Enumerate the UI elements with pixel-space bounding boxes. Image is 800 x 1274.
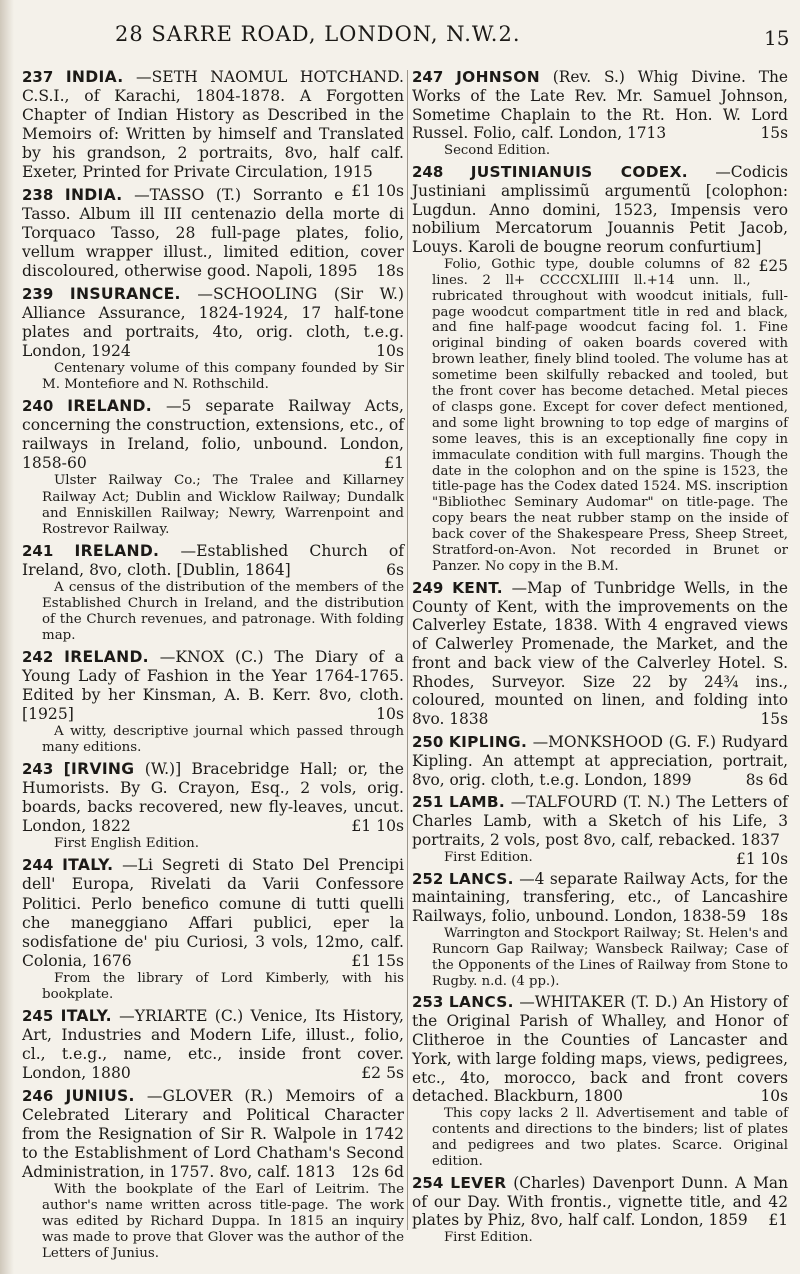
- catalogue-entry: [22, 285, 404, 393]
- entry-price: 15s: [760, 710, 788, 729]
- entry-heading: IRELAND.: [67, 397, 153, 416]
- catalogue-entry: [412, 793, 788, 868]
- entry-description: —WHITAKER (T. D.) An History of the Original Parish of Whalley, and Honor of Clitheroe in the Counties of Lancaster and York, with large folding maps, views, pedigrees, etc., 4to, morocco, back and front covers detached. Blackburn, 1800: [412, 993, 788, 1106]
- left-column: [22, 68, 404, 1266]
- entry-price: £1: [768, 1211, 788, 1230]
- entry-number: 248: [412, 163, 444, 182]
- entry-number: 239: [22, 285, 54, 304]
- entry-main-text: [22, 285, 404, 361]
- catalogue-entry: [412, 870, 788, 990]
- entry-number: 245: [22, 1006, 54, 1025]
- entry-number: 247: [412, 68, 444, 86]
- entry-note: From the library of Lord Kimberly, with his bookplate.: [42, 970, 404, 1002]
- entry-description: —4 separate Railway Acts, for the maintaining, transfering, etc., of Lancashire Railways, folio, unbound. London, 1838-59: [412, 869, 788, 926]
- catalogue-entry: [22, 186, 404, 281]
- entry-number: 254: [412, 1173, 444, 1192]
- entry-note: Centenary volume of this company founded by Sir M. Montefiore and N. Rothschild.: [42, 361, 404, 393]
- entry-description: —GLOVER (R.) Memoirs of a Celebrated Literary and Political Character from the Resignation of Sir R. Walpole in 1742 to the Establishment of Lord Chatham's Second Administration, in 1757. 8vo, calf. 1813: [22, 1086, 404, 1181]
- entry-heading: KIPLING.: [448, 732, 528, 751]
- entry-note: First Edition.: [444, 849, 533, 865]
- entry-heading: IRELAND.: [74, 541, 160, 560]
- entry-number: 250: [412, 732, 444, 751]
- entry-note: First English Edition.: [54, 836, 200, 852]
- entry-heading: JUNIUS.: [65, 1086, 135, 1105]
- entry-main-text: [22, 1007, 404, 1083]
- entry-number: 251: [412, 793, 444, 812]
- entry-price: 10s: [376, 342, 404, 361]
- entry-description: (Rev. S.) Whig Divine. The Works of the Late Rev. Mr. Samuel Johnson, Sometime Chaplain to the Rt. Hon. W. Lord Russel. Folio, calf. London, 1713: [412, 68, 788, 143]
- entry-description: —SETH NAOMUL HOTCHAND. C.S.I., of Karachi, 1804-1878. A Forgotten Chapter of Indian History as Described in the Memoirs of: Written by himself and Translated by his grandson, 2 portraits, 8vo, half calf. Exeter, Printed for Private Circulation, 1915: [22, 68, 404, 182]
- catalogue-entry: [412, 733, 788, 789]
- catalogue-entry: [22, 542, 404, 644]
- entry-main-text: [412, 68, 788, 143]
- entry-main-text: [22, 856, 404, 970]
- entry-note: A witty, descriptive journal which passed through many editions.: [42, 724, 404, 756]
- entry-price: 15s: [760, 124, 788, 143]
- entry-heading: INDIA.: [64, 186, 123, 205]
- catalogue-entry: [412, 68, 788, 159]
- entry-main-text: [412, 733, 788, 789]
- entry-description: —TASSO (T.) Sorranto e Tasso. Album ill III centenazio della morte di Torquaco Tasso, 28 full-page plates, folio, vellum wrapper illust., limited edition, cover discoloured, otherwise good. Napoli, 1895: [22, 186, 404, 281]
- entry-main-text: [22, 397, 404, 473]
- catalogue-entry: [22, 397, 404, 537]
- entry-description: —Established Church of Ireland, 8vo, cloth. [Dublin, 1864]: [22, 541, 404, 579]
- entry-number: 244: [22, 856, 54, 875]
- entry-heading: JUSTINIANUIS CODEX.: [470, 163, 688, 182]
- entry-main-text: [22, 186, 404, 281]
- entry-note: First Edition.: [444, 1230, 533, 1246]
- entry-description: —TALFOURD (T. N.) The Letters of Charles Lamb, with a Sketch of his Life, 3 portraits, 2 vols, post 8vo, calf, rebacked. 1837: [412, 793, 788, 849]
- catalogue-entry: [22, 1007, 404, 1083]
- entry-number: 238: [22, 186, 54, 205]
- entry-note: A census of the distribution of the members of the Established Church in Ireland, and the distribution of the Church revenues, and patronage. With folding map.: [42, 579, 404, 644]
- entry-main-text: [412, 163, 788, 275]
- entry-price: 12s 6d: [351, 1162, 404, 1181]
- entry-note: Second Edition.: [444, 143, 551, 159]
- entry-price: 10s: [760, 1087, 788, 1106]
- entry-heading: JOHNSON: [456, 68, 540, 86]
- entry-main-text: [22, 760, 404, 836]
- entry-main-text: [412, 579, 788, 729]
- entry-description: —5 separate Railway Acts, concerning the construction, extensions, etc., of railways in Ireland, folio, unbound. London, 1858-60: [22, 397, 404, 473]
- entry-price: £1 10s: [351, 182, 404, 201]
- entry-heading: IRELAND.: [64, 648, 149, 667]
- entry-heading: LANCS.: [448, 869, 514, 888]
- entry-heading: INDIA.: [65, 68, 124, 86]
- entry-heading: LANCS.: [448, 993, 514, 1012]
- entry-description: —MONKSHOOD (G. F.) Rudyard Kipling. An attempt at appreciation, portrait, 8vo, orig. cloth, t.e.g. London, 1899: [412, 732, 788, 789]
- entry-number: 237: [22, 68, 54, 86]
- entry-heading: ITALY.: [62, 856, 114, 875]
- catalogue-entry: [22, 1087, 404, 1262]
- entry-number: 243: [22, 760, 54, 779]
- entry-number: 240: [22, 397, 54, 416]
- entry-price: £1 10s: [736, 849, 788, 868]
- page-header: [0, 0, 800, 66]
- entry-price: £1: [384, 454, 404, 473]
- entry-number: 241: [22, 541, 54, 560]
- entry-description: (W.)] Bracebridge Hall; or, the Humorists. By G. Crayon, Esq., 2 vols, orig. boards, backs recovered, new fly-leaves, uncut. London, 1822: [22, 760, 404, 836]
- catalogue-entry: [412, 163, 788, 575]
- entry-main-text: [22, 648, 404, 724]
- entry-price: £2 5s: [361, 1063, 404, 1082]
- page-number: 15: [764, 26, 790, 50]
- entry-main-text: [22, 1087, 404, 1182]
- entry-note: Folio, Gothic type, double columns of 82 lines. 2 ll+ CCCCXLIIII ll.+14 unn. ll., rubricated throughout with woodcut initials, full-page woodcut compartment title in red and black, and fine half-page woodcut facing fol. 1. Fine original binding of oaken boards covered with brown leather, finely blind tooled. The volume has at sometime been skilfully rebacked and tooled, but the front cover has become detached. Metal pieces of clasps gone. Except for cover defect mentioned, and some light browning to top edge of margins of some leaves, this is an exceptionally fine copy in immaculate condition with full margins. Though the date in the colophon and on the spine is 1523, the title-page has the Codex dated 1524. MS. inscription "Bibliothec Seminary Audomar" on title-page. The copy bears the neat rubber stamp on the inside of back cover of the Shakespeare Press, Sheep Street, Stratford-on-Avon. Not recorded in Brunet or Panzer. No copy in the B.M.: [432, 256, 788, 574]
- entry-price: 8s 6d: [745, 770, 788, 789]
- entry-note: Ulster Railway Co.; The Tralee and Killarney Railway Act; Dublin and Wicklow Railway; Dundalk and Enniskillen Railway; Newry, Warrenpoint and Rostrevor Railway.: [42, 473, 404, 537]
- entry-main-text: [22, 542, 404, 580]
- entry-price: £1 15s: [351, 951, 404, 970]
- catalogue-entry: [412, 1174, 788, 1246]
- entry-heading: KENT.: [452, 578, 503, 597]
- entry-description: —Map of Tunbridge Wells, in the County of Kent, with the improvements on the Calverley Estate, 1838. With 4 engraved views of Calwerley Promenade, the Market, and the front and back view of the Calverley Hotel. S. Rhodes, Surveyor. Size 22 by 24¾ ins., coloured, mounted on linen, and folding into 8vo. 1838: [412, 578, 788, 729]
- running-head: 28 SARRE ROAD, LONDON, N.W.2.: [115, 22, 521, 46]
- entry-number: 246: [22, 1086, 54, 1105]
- entry-price: 6s: [386, 560, 404, 579]
- entry-heading: ITALY.: [60, 1006, 112, 1025]
- catalogue-entry: [22, 648, 404, 756]
- entry-main-text: [412, 1174, 788, 1230]
- entry-description: —Codicis Justiniani amplissimũ argumentũ [colophon: Lugdun. Anno domini, 1523, Impensis vero nobilium Mercatorum Jouannis Petit Jacob, Louys. Karoli de bougne reorum confurtium]: [412, 163, 788, 257]
- entry-description: (Charles) Davenport Dunn. A Man of our Day. With frontis., vignette title, and 42 plates by Phiz, 8vo, half calf. London, 1859: [412, 1173, 788, 1230]
- entry-note: This copy lacks 2 ll. Advertisement and table of contents and directions to the binders; list of plates and pedigrees and two plates. Scarce. Original edition.: [432, 1106, 788, 1169]
- entry-number: 253: [412, 993, 444, 1012]
- entry-price: 18s: [760, 907, 788, 926]
- page-edge-shadow: [0, 0, 14, 1274]
- entry-price: £25: [758, 256, 788, 275]
- column-divider: [407, 70, 408, 1230]
- entry-description: —KNOX (C.) The Diary of a Young Lady of Fashion in the Year 1764-1765. Edited by her Kinsman, A. B. Kerr. 8vo, cloth. [1925]: [22, 648, 404, 724]
- entry-number: 252: [412, 869, 444, 888]
- entry-price: 10s: [376, 705, 404, 724]
- right-column: [412, 68, 788, 1250]
- entry-note: Warrington and Stockport Railway; St. Helen's and Runcorn Gap Railway; Wansbeck Railway; Case of the Opponents of the Lines of Railway from Stone to Rugby. n.d. (4 pp.).: [432, 925, 788, 989]
- catalogue-entry: [22, 856, 404, 1002]
- entry-description: —YRIARTE (C.) Venice, Its History, Art, Industries and Modern Life, illust., folio, cl., t.e.g., name, etc., inside front cover. London, 1880: [22, 1006, 404, 1082]
- entry-number: 249: [412, 578, 444, 597]
- entry-description: —Li Segreti di Stato Del Prencipi dell' Europa, Rivelati da Varii Confessore Politici. Perlo benefico comune di tutti quelli che maneggiano Affari publici, eper la sodisfatione de' piu Curiosi, 3 vols, 12mo, calf. Colonia, 1676: [22, 856, 405, 970]
- entry-main-text: [412, 993, 788, 1106]
- entry-price: £1 10s: [351, 817, 404, 836]
- entry-heading: INSURANCE.: [69, 285, 181, 304]
- entry-main-text: [412, 870, 788, 926]
- entry-description: —SCHOOLING (Sir W.) Alliance Assurance, 1824-1924, 17 half-tone plates and portraits, 4to, orig. cloth, t.e.g. London, 1924: [22, 285, 404, 361]
- entry-note: With the bookplate of the Earl of Leitrim. The author's name written across title-page. The work was edited by Richard Duppa. In 1815 an inquiry was made to prove that Glover was the author of the Letters of Junius.: [42, 1181, 404, 1262]
- catalogue-entry: [412, 579, 788, 729]
- catalogue-entry: [412, 993, 788, 1169]
- entry-price: 18s: [376, 262, 404, 281]
- entry-heading: LAMB.: [448, 793, 506, 812]
- catalogue-entry: [22, 760, 404, 852]
- entry-heading: LEVER: [450, 1173, 507, 1192]
- entry-number: 242: [22, 648, 54, 667]
- entry-heading: [IRVING: [63, 760, 135, 779]
